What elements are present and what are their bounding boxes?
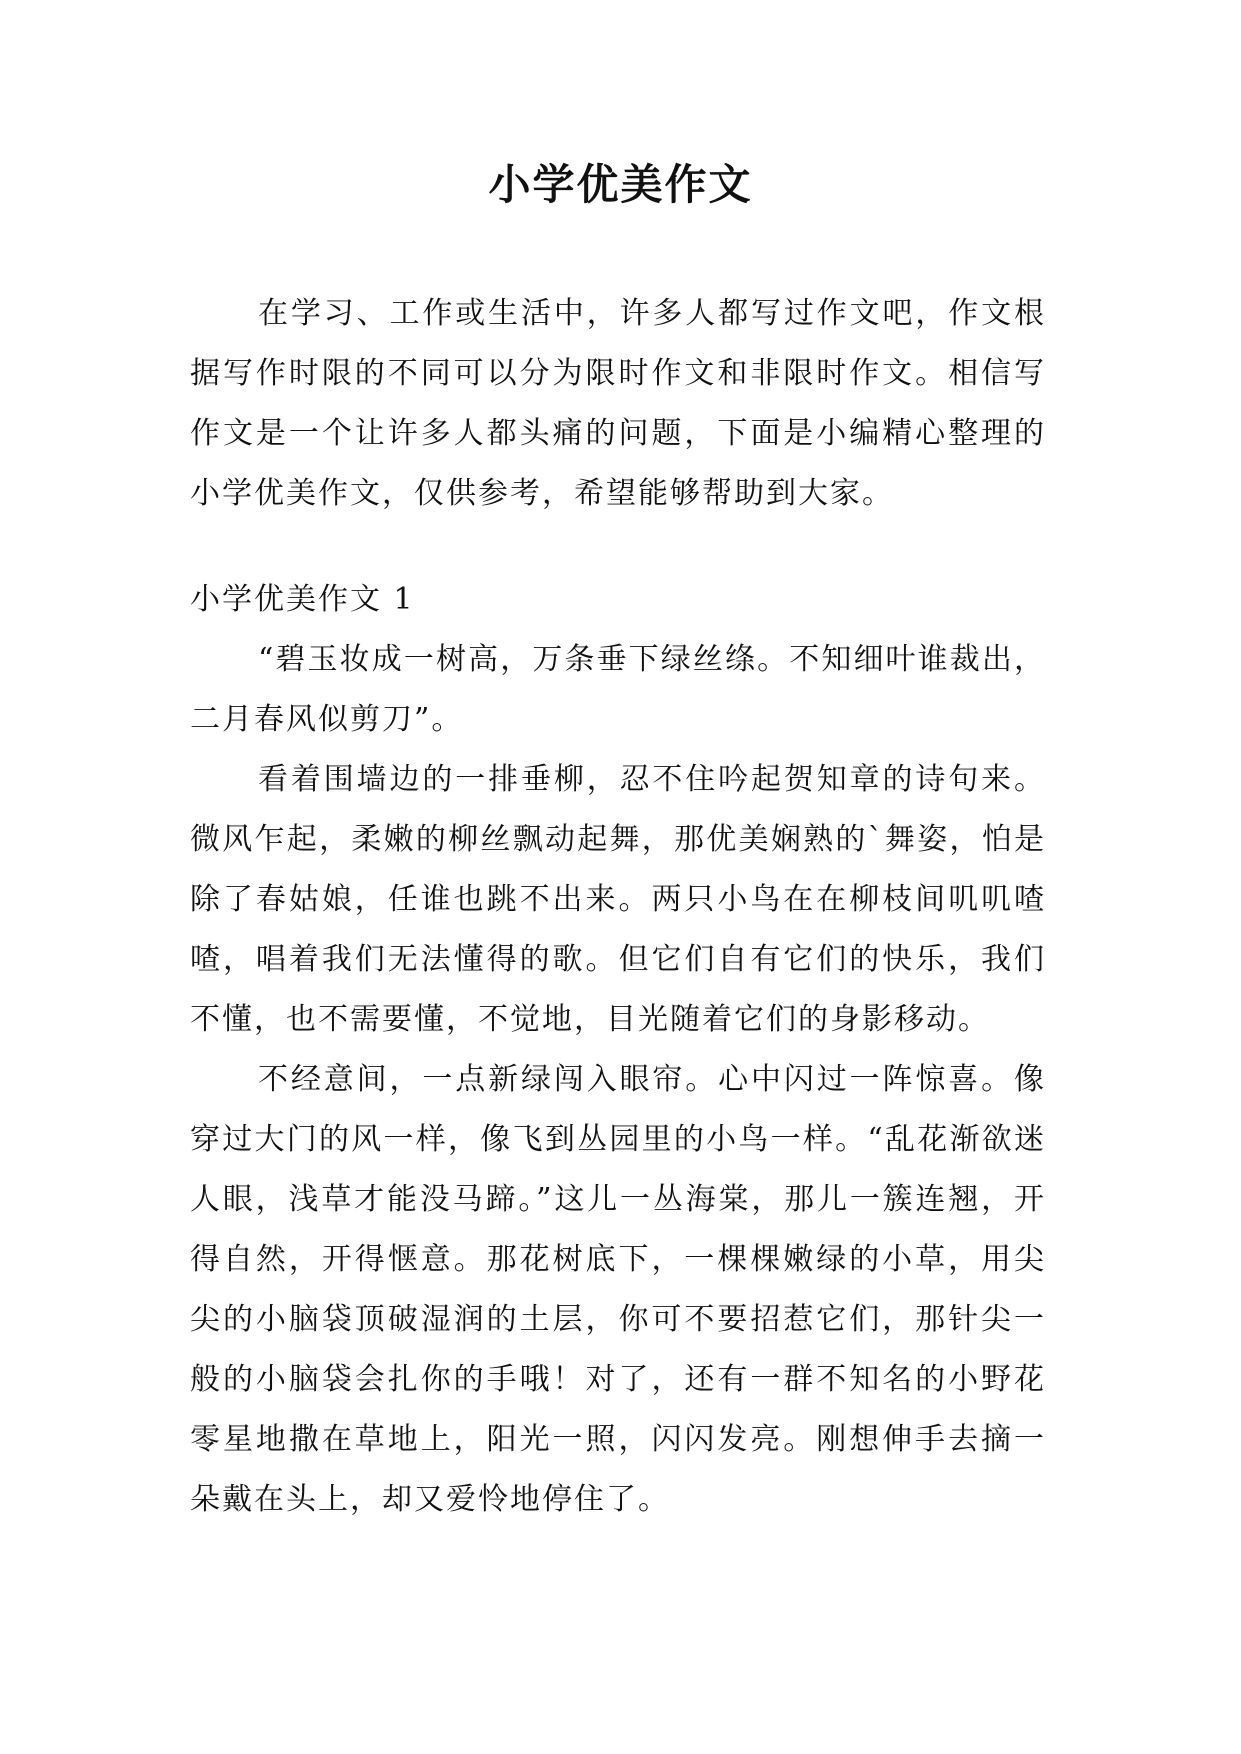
body-paragraph: 看着围墙边的一排垂柳，忍不住吟起贺知章的诗句来。微风乍起，柔嫩的柳丝飘动起舞，那优美娴熟的`舞姿，怕是除了春姑娘，任谁也跳不出来。两只小鸟在在柳枝间叽叽喳喳，唱着我们无法懂得的歌。但它们自有它们的快乐，我们不懂，也不需要懂，不觉地，目光随着它们的身影移动。 [190, 762, 1046, 1037]
section-heading: 小学优美作文 1 [190, 582, 415, 617]
intro-block [190, 284, 1046, 524]
essay-section-1 [190, 570, 1046, 1530]
intro-paragraph: 在学习、工作或生活中，许多人都写过作文吧，作文根据写作时限的不同可以分为限时作文和非限时作文。相信写作文是一个让许多人都头痛的问题，下面是小编精心整理的小学优美作文，仅供参考，希望能够帮助到大家。 [190, 296, 1046, 511]
document-title: 小学优美作文 [488, 160, 753, 209]
body-paragraph: 不经意间，一点新绿闯入眼帘。心中闪过一阵惊喜。像穿过大门的风一样，像飞到丛园里的小鸟一样。“乱花渐欲迷人眼，浅草才能没马蹄。”这儿一丛海棠，那儿一簇连翘，开得自然，开得惬意。那花树底下，一棵棵嫩绿的小草，用尖尖的小脑袋顶破湿润的土层，你可不要招惹它们，那针尖一般的小脑袋会扎你的手哦！对了，还有一群不知名的小野花零星地撒在草地上，阳光一照，闪闪发亮。刚想伸手去摘一朵戴在头上，却又爱怜地停住了。 [190, 1062, 1046, 1517]
body-paragraph: “碧玉妆成一树高，万条垂下绿丝绦。不知细叶谁裁出，二月春风似剪刀”。 [190, 642, 1046, 737]
